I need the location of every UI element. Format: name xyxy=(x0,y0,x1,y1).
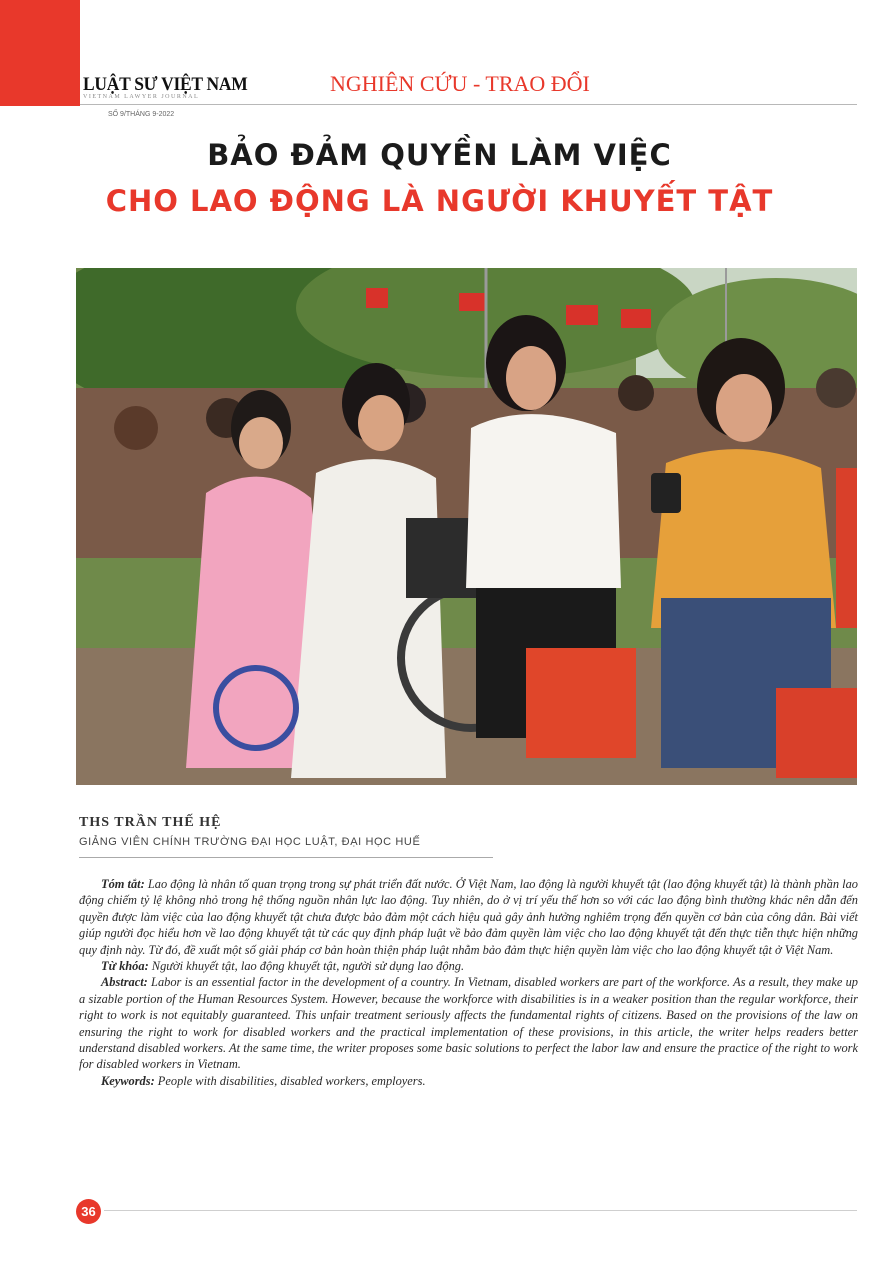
keywords-en-label: Keywords: xyxy=(101,1073,155,1088)
keywords-vi-label: Từ khóa: xyxy=(101,959,149,974)
abstract-english xyxy=(79,974,858,1072)
abstract-block xyxy=(79,876,858,1089)
keywords-vi-text: Người khuyết tật, lao động khuyết tật, người sử dụng lao động. xyxy=(148,959,465,974)
issue-label: SỐ 9/THÁNG 9-2022 xyxy=(108,111,175,118)
header-divider xyxy=(80,104,857,105)
author-affiliation: GIẢNG VIÊN CHÍNH TRƯỜNG ĐẠI HỌC LUẬT, ĐẠI HỌC HUẾ xyxy=(79,836,421,848)
abstract-en-text: Labor is an essential factor in the development of a country. In Vietnam, disabled workers are part of the workforce. As a result, they make up a sizable portion of the Human Resources System. However, because the workforce with disabilities is in a weaker position than the regular workforce, their right to work is not equitably guaranteed. This unfair treatment seriously affects the fundamental rights of citizens. Based on the provisions of the law on ensuring the right to work for disabled workers and the practical implementation of these provisions, in this article, the writer helps readers better understand disabled workers. At the same time, the writer proposes some basic solutions to perfect the labor law and ensure the practice of the right to work for disabled workers in Vietnam. xyxy=(79,975,858,1072)
abstract-vi-text: Lao động là nhân tố quan trọng trong sự phát triển đất nước. Ở Việt Nam, lao động là người khuyết tật (lao động khuyết tật) là thành phần lao động chiếm tỷ lệ không nhỏ trong hệ thống nguồn nhân lực lao động. Tuy nhiên, do ở vị trí yếu thế hơn so với các lao động bình thường khác nên dẫn đến quyền được làm việc của lao động khuyết tật chưa được bảo đảm một cách hiệu quả gây ảnh hưởng nghiêm trọng đến quyền cơ bản của công dân. Bài viết giúp người đọc hiểu hơn về lao động khuyết tật từ các quy định pháp luật về bảo đảm quyền làm việc cho lao động khuyết tật đến thực tiễn thực hiện những quy định này. Từ đó, đề xuất một số giải pháp cơ bản hoàn thiện pháp luật nhằm bảo đảm thực hiện quyền làm việc cho lao động khuyết tật ở Việt Nam. xyxy=(79,877,858,957)
affiliation-underline xyxy=(79,857,493,858)
abstract-vi-label: Tóm tắt: xyxy=(101,877,145,891)
journal-masthead xyxy=(83,74,262,100)
abstract-vietnamese xyxy=(79,876,858,958)
page-number-badge: 36 xyxy=(76,1199,101,1224)
keywords-vietnamese xyxy=(79,958,858,974)
footer-divider xyxy=(104,1210,857,1211)
corner-accent-block xyxy=(0,0,80,106)
abstract-en-label: Abstract: xyxy=(101,975,148,990)
journal-name: LUẬT SƯ VIỆT NAM xyxy=(83,74,248,95)
section-heading: NGHIÊN CỨU - TRAO ĐỔI xyxy=(330,71,590,96)
journal-tagline: VIETNAM LAWYER JOURNAL xyxy=(83,94,200,100)
author-name: THS TRẦN THẾ HỆ xyxy=(79,815,222,830)
keywords-en-text: People with disabilities, disabled workers, employers. xyxy=(154,1073,426,1088)
article-title-line-1: BẢO ĐẢM QUYỀN LÀM VIỆC xyxy=(207,138,672,172)
article-photo xyxy=(76,268,857,785)
keywords-english xyxy=(79,1073,858,1089)
article-title-line-2: CHO LAO ĐỘNG LÀ NGƯỜI KHUYẾT TẬT xyxy=(105,184,774,218)
